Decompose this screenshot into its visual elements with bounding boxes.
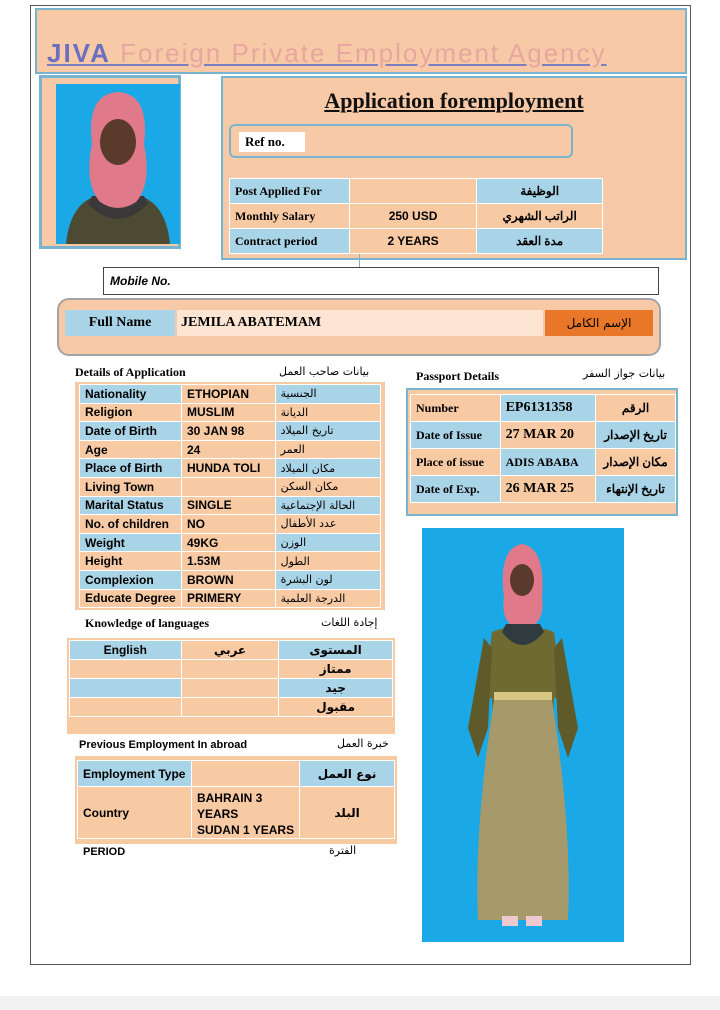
employment-type-value[interactable] — [191, 761, 299, 787]
agency-title — [47, 38, 607, 69]
table-row: Place of Birth HUNDA TOLI مكان الميلاد — [80, 459, 381, 478]
table-row — [78, 787, 395, 839]
period-label: PERIOD — [83, 846, 126, 858]
salary-label: Monthly Salary — [230, 204, 350, 229]
ref-number-label: Ref no. — [239, 132, 305, 152]
table-row: Date of Issue 27 MAR 20 تاريخ الإصدار — [411, 422, 676, 449]
employment-type-label: Employment Type — [78, 761, 192, 787]
table-row: مقبول — [70, 698, 393, 717]
employment-table — [77, 760, 395, 839]
full-body-figure-icon — [422, 528, 624, 942]
table-row: No. of children NO عدد الأطفال — [80, 515, 381, 534]
languages-panel — [67, 638, 395, 734]
passport-table — [410, 394, 676, 503]
table-row: Complexion BROWN لون البشرة — [80, 570, 381, 589]
table-row: Living Town مكان السكن — [80, 477, 381, 496]
languages-table — [69, 640, 393, 717]
full-name-label: Full Name — [65, 310, 175, 336]
employment-panel — [75, 756, 397, 844]
details-title: Details of Application — [75, 365, 186, 379]
table-row: ممتاز — [70, 660, 393, 679]
table-row: جيد — [70, 679, 393, 698]
ref-number-field[interactable] — [229, 124, 573, 158]
portrait-photo — [56, 84, 180, 244]
contract-label-ar: مدة العقد — [477, 229, 603, 254]
details-title-ar: بيانات صاحب العمل — [279, 365, 370, 378]
table-row — [70, 641, 393, 660]
period-label-ar: الفترة — [329, 844, 357, 857]
agency-header — [35, 8, 687, 74]
salary-label-ar: الراتب الشهري — [477, 204, 603, 229]
table-row: Date of Birth 30 JAN 98 تاريخ الميلاد — [80, 422, 381, 441]
portrait-photo-frame — [39, 75, 181, 249]
full-name-label-ar: الإسم الكامل — [545, 310, 653, 336]
table-row: Number EP6131358 الرقم — [411, 395, 676, 422]
details-panel — [75, 382, 385, 610]
application-form — [30, 5, 691, 965]
table-row: Educate Degree PRIMERY الدرجة العلمية — [80, 589, 381, 608]
country-value[interactable]: BAHRAIN 3 YEARS SUDAN 1 YEARS — [191, 787, 299, 839]
languages-title: Knowledge of languages — [85, 616, 210, 630]
agency-name: Foreign Private Employment Agency — [120, 38, 607, 68]
details-table — [79, 384, 381, 608]
portrait-figure-icon — [56, 84, 180, 244]
post-value[interactable] — [349, 179, 476, 204]
lang-level: المستوى — [279, 641, 393, 660]
table-row — [230, 179, 603, 204]
table-row: Age 24 العمر — [80, 440, 381, 459]
post-label-ar: الوظيفة — [477, 179, 603, 204]
table-row — [230, 229, 603, 254]
passport-panel — [406, 388, 678, 516]
application-box — [221, 76, 687, 260]
full-name-value[interactable]: JEMILA ABATEMAM — [177, 310, 543, 336]
lang-english: English — [70, 641, 182, 660]
mobile-label: Mobile No. — [110, 274, 171, 288]
table-row: Weight 49KG الوزن — [80, 533, 381, 552]
country-ar: البلد — [300, 787, 395, 839]
table-row: Religion MUSLIM الديانة — [80, 403, 381, 422]
employment-type-ar: نوع العمل — [300, 761, 395, 787]
full-body-photo — [422, 528, 624, 942]
table-row: Nationality ETHOPIAN الجنسية — [80, 385, 381, 404]
employment-title-ar: خبرة العمل — [337, 737, 389, 750]
application-title: Application foremployment — [324, 88, 584, 113]
passport-title-ar: بيانات جواز السفر — [583, 367, 666, 380]
table-row: Marital Status SINGLE الحالة الإجتماعية — [80, 496, 381, 515]
employment-title: Previous Employment In abroad — [79, 739, 248, 751]
table-row: Height 1.53M الطول — [80, 552, 381, 571]
bottom-strip — [0, 996, 720, 1010]
languages-title-ar: إجادة اللغات — [321, 616, 378, 629]
passport-title: Passport Details — [416, 369, 499, 383]
salary-value[interactable]: 250 USD — [349, 204, 476, 229]
mobile-field[interactable] — [103, 267, 659, 295]
lang-arabic: عربي — [181, 641, 279, 660]
contract-value[interactable]: 2 YEARS — [349, 229, 476, 254]
country-label: Country — [78, 787, 192, 839]
full-name-box — [57, 298, 661, 356]
brand-name: JIVA — [47, 38, 111, 68]
table-row — [78, 761, 395, 787]
table-row: Date of Exp. 26 MAR 25 تاريخ الإنتهاء — [411, 476, 676, 503]
table-row: Place of issue ADIS ABABA مكان الإصدار — [411, 449, 676, 476]
table-row — [230, 204, 603, 229]
application-table — [229, 178, 603, 254]
contract-label: Contract period — [230, 229, 350, 254]
post-label: Post Applied For — [230, 179, 350, 204]
